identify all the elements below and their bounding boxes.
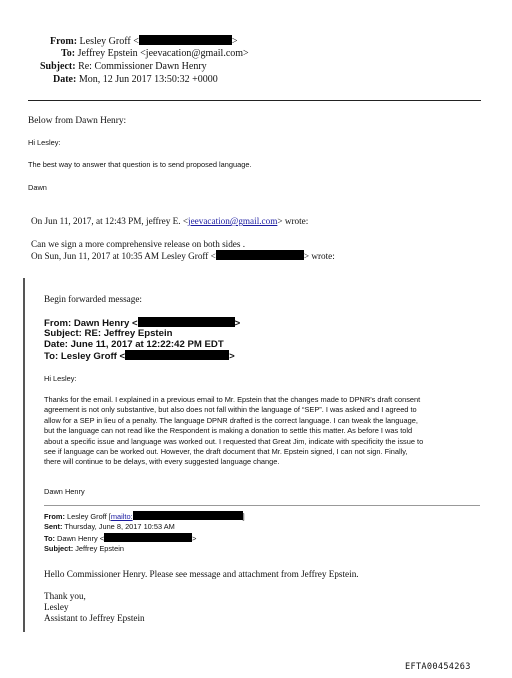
forward-body-line: allow for a SEP in lieu of a penalty. The language DPNR drafted is the correct language. I can tweak the language,: [44, 415, 418, 425]
header-date-label: Date:: [53, 74, 77, 85]
header-to-row: [61, 48, 249, 60]
original-to-close: >: [192, 534, 197, 543]
original-from-label: From:: [44, 512, 65, 521]
forward-body-line: there will continue to be delays, with every suggested language change.: [44, 457, 280, 467]
original-subject: [44, 544, 124, 554]
original-to: [44, 533, 196, 544]
original-from-value: Lesley Groff [: [67, 512, 111, 521]
header-from-label: From:: [50, 36, 78, 47]
redaction-bar: [138, 317, 235, 327]
forward-date: Date: June 11, 2017 at 12:22:42 PM EDT: [44, 339, 224, 350]
redaction-bar: [216, 250, 304, 260]
forward-to-text: To: Lesley Groff <: [44, 351, 126, 362]
forward-from-text: From: Dawn Henry <: [44, 318, 138, 329]
original-to-value: Dawn Henry <: [57, 534, 105, 543]
quote1-suffix: > wrote:: [277, 216, 309, 226]
quote-attribution-2: [31, 250, 335, 261]
original-subject-label: Subject:: [44, 544, 74, 553]
forward-begin: Begin forwarded message:: [44, 294, 142, 304]
forward-subject: Subject: RE: Jeffrey Epstein: [44, 328, 173, 339]
forward-body-line: Thanks for the email. I explained in a previous email to Mr. Epstein that the changes made to DPNR’s draft consent: [44, 395, 421, 404]
header-subject-label: Subject:: [40, 61, 76, 72]
original-title: Assistant to Jeffrey Epstein: [44, 613, 145, 623]
quote-bar: [23, 278, 25, 632]
reply-signoff: Dawn: [28, 183, 47, 192]
reply-greeting: Hi Lesley:: [28, 138, 61, 147]
forward-greeting: Hi Lesley:: [44, 374, 77, 383]
header-date-value: Mon, 12 Jun 2017 13:50:32 +0000: [78, 74, 218, 85]
reply-body: The best way to answer that question is to send proposed language.: [28, 160, 252, 169]
original-sent-label: Sent:: [44, 522, 63, 531]
redaction-bar: [139, 35, 232, 45]
forward-body-line: see if language can be worked out. However, the draft document that Mr. Epstein signed, I can not sign. Finally,: [44, 447, 408, 457]
header-to-value: Jeffrey Epstein <jeevacation@gmail.com>: [77, 48, 249, 59]
original-sent-value: Thursday, June 8, 2017 10:53 AM: [64, 522, 175, 531]
original-sent: [44, 522, 175, 532]
original-subject-value: Jeffrey Epstein: [75, 544, 124, 553]
email-link[interactable]: jeevacation@gmail.com: [188, 216, 278, 226]
header-from-close: >: [231, 36, 238, 47]
forward-from-close: >: [234, 318, 241, 329]
mailto-link[interactable]: mailto:: [110, 512, 133, 521]
redaction-bar: [104, 533, 192, 542]
redaction-bar: [125, 350, 229, 360]
original-from-close: ]: [242, 512, 245, 521]
header-from-row: [50, 35, 238, 48]
header-to-label: To:: [61, 48, 76, 59]
original-name: Lesley: [44, 602, 69, 612]
header-subject-row: [40, 61, 207, 73]
redaction-bar: [133, 511, 243, 520]
original-to-label: To:: [44, 534, 55, 543]
header-date-row: [53, 74, 218, 86]
quote2-prefix: On Sun, Jun 11, 2017 at 10:35 AM Lesley Groff <: [31, 251, 216, 261]
forward-signoff: Dawn Henry: [44, 487, 85, 496]
original-message: Hello Commissioner Henry. Please see message and attachment from Jeffrey Epstein.: [44, 569, 359, 579]
original-from: [44, 511, 245, 522]
quote2-suffix: > wrote:: [303, 251, 335, 261]
forward-body-line: agreement is not only substantive, but also does not fall within the language of “SEP”. I was asked and I agreed to: [44, 405, 417, 415]
quote1-prefix: On Jun 11, 2017, at 12:43 PM, jeffrey E. <: [31, 216, 189, 226]
header-from-value: Lesley Groff <: [79, 36, 139, 47]
original-thanks: Thank you,: [44, 591, 86, 601]
quote-attribution-1: [31, 216, 308, 226]
header-subject-value: Re: Commissioner Dawn Henry: [78, 61, 207, 72]
forward-body-line: but the language can not read like the Respondent is making a donation to settle this matter. As before I was told: [44, 426, 413, 436]
header-divider: [28, 100, 481, 101]
original-divider: [44, 505, 480, 506]
forward-to-close: >: [229, 351, 235, 362]
document-id: EFTA00454263: [405, 662, 471, 672]
forward-body-line: about a specific issue and language was worked out. I requested that Great Jim, indicate with specificity the issue to: [44, 436, 424, 446]
forward-to: [44, 350, 235, 362]
reply-intro: Below from Dawn Henry:: [28, 116, 127, 126]
quote-question: Can we sign a more comprehensive release on both sides .: [31, 239, 246, 249]
forward-body: [44, 395, 480, 468]
